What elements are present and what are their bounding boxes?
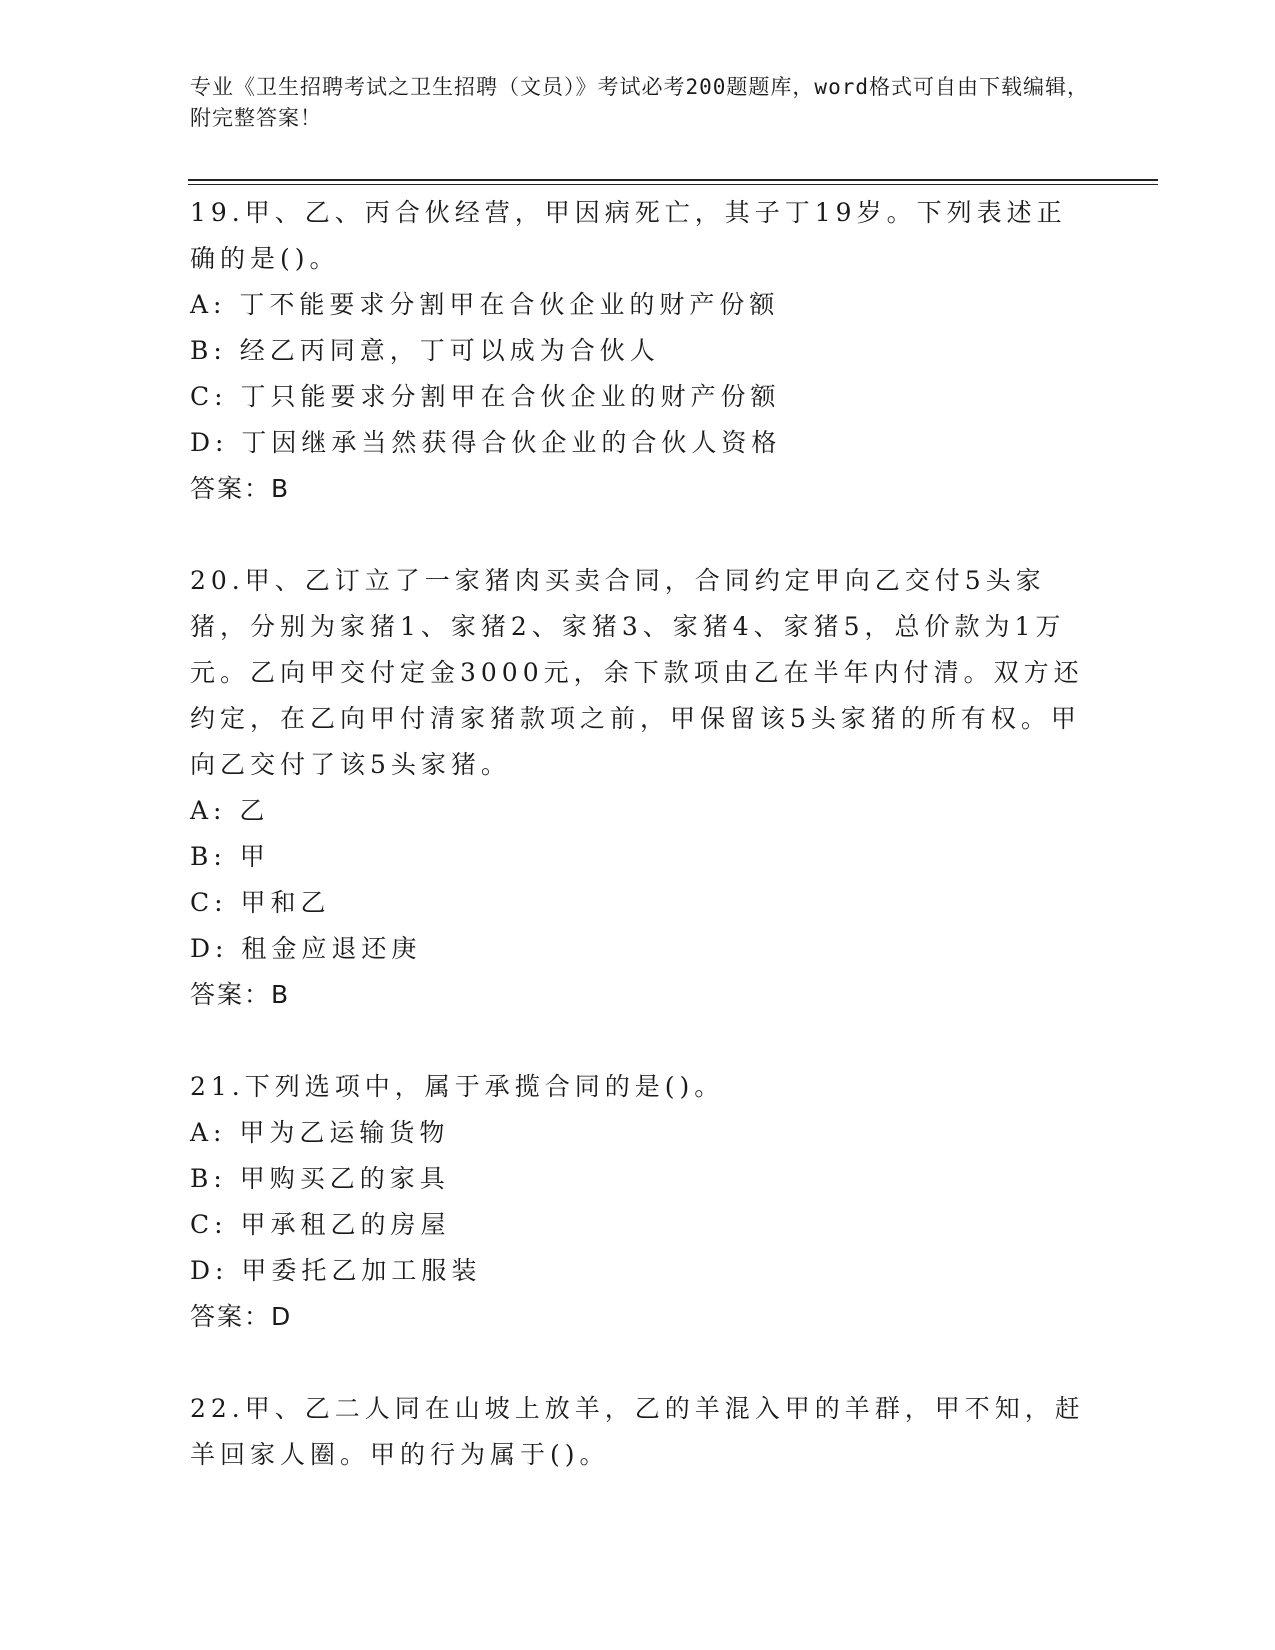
option-b: B: 甲 — [190, 842, 270, 871]
option-c: C: 丁只能要求分割甲在合伙企业的财产份额 — [190, 382, 781, 411]
option-d: D: 甲委托乙加工服装 — [190, 1256, 482, 1285]
question-list — [190, 190, 1090, 1478]
document-header: 专业《卫生招聘考试之卫生招聘（文员）》考试必考200题题库，word格式可自由下载编辑，附完整答案！ — [190, 75, 1089, 130]
question-stem: 22.甲、乙二人同在山坡上放羊，乙的羊混入甲的羊群，甲不知，赶羊回家人圈。甲的行为属于()。 — [190, 1394, 1085, 1469]
question-21 — [190, 1064, 1090, 1340]
answer-line: 答案：D — [190, 1302, 293, 1331]
question-stem: 21.下列选项中，属于承揽合同的是()。 — [190, 1072, 725, 1101]
option-c: C: 甲承租乙的房屋 — [190, 1210, 451, 1239]
answer-line: 答案：B — [190, 474, 291, 503]
option-b: B: 甲购买乙的家具 — [190, 1164, 450, 1193]
option-c: C: 甲和乙 — [190, 888, 331, 917]
question-22 — [190, 1386, 1090, 1478]
question-19 — [190, 190, 1090, 512]
option-a: A: 乙 — [190, 796, 270, 825]
option-a: A: 丁不能要求分割甲在合伙企业的财产份额 — [190, 290, 780, 319]
option-d: D: 租金应退还庚 — [190, 934, 422, 963]
question-stem: 19.甲、乙、丙合伙经营，甲因病死亡，其子丁19岁。下列表述正确的是()。 — [190, 198, 1067, 273]
option-d: D: 丁因继承当然获得合伙企业的合伙人资格 — [190, 428, 782, 457]
option-a: A: 甲为乙运输货物 — [190, 1118, 450, 1147]
header-rule-thick — [188, 179, 1158, 181]
answer-line: 答案：B — [190, 980, 291, 1009]
option-b: B: 经乙丙同意，丁可以成为合伙人 — [190, 336, 660, 365]
question-20 — [190, 558, 1090, 1018]
header-rule-thin — [188, 184, 1158, 185]
question-stem: 20.甲、乙订立了一家猪肉买卖合同，合同约定甲向乙交付5头家猪，分别为家猪1、家猪2、家猪3、家猪4、家猪5，总价款为1万元。乙向甲交付定金3000元，余下款项由乙在半年内付清。双方还约定，在乙向甲付清家猪款项之前，甲保留该5头家猪的所有权。甲向乙交付了该5头家猪。 — [190, 566, 1084, 779]
